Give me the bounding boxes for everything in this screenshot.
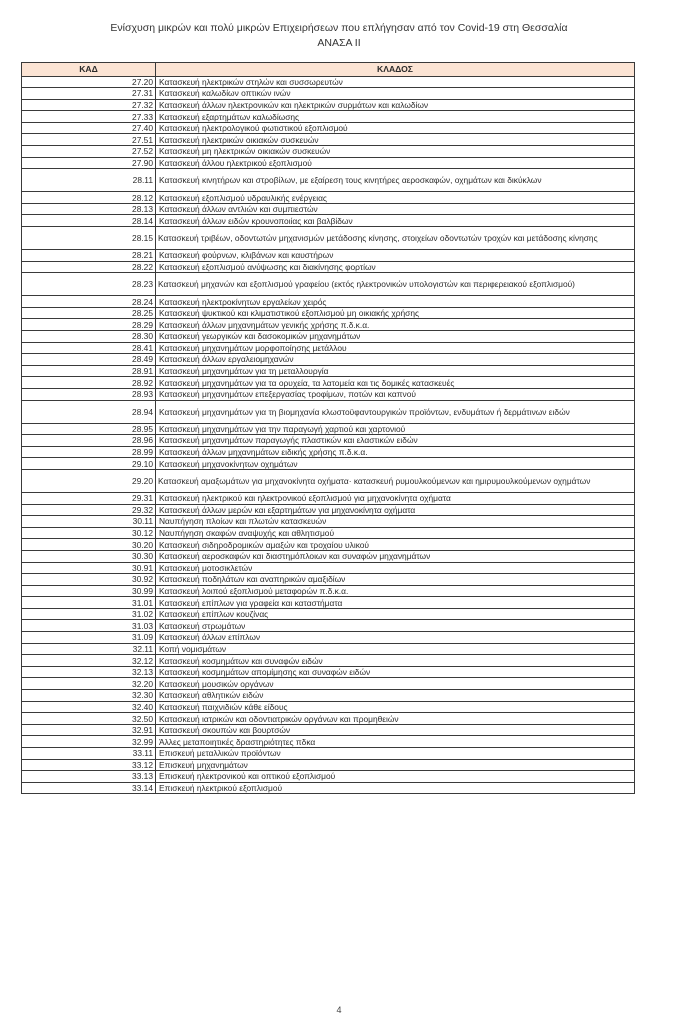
- kad-code-cell: 29.20: [22, 469, 156, 492]
- kad-code-cell: 28.30: [22, 331, 156, 343]
- kad-code-cell: 28.22: [22, 261, 156, 273]
- sector-description-cell: Κατασκευή μηχανημάτων παραγωγής πλαστικών και ελαστικών ειδών: [156, 435, 635, 447]
- document-subtitle: ΑΝΑΣΑ ΙΙ: [317, 37, 361, 49]
- table-row: [22, 76, 635, 88]
- kad-code-cell: 32.91: [22, 724, 156, 736]
- sector-description-cell: Κατασκευή επίπλων για γραφεία και καταστήματα: [156, 597, 635, 609]
- sector-description-cell: Κατασκευή ποδηλάτων και αναπηρικών αμαξιδίων: [156, 574, 635, 586]
- sector-description-cell: Άλλες μεταποιητικές δραστηριότητες πδκα: [156, 736, 635, 748]
- table-row: [22, 620, 635, 632]
- kad-code-cell: 28.23: [22, 273, 156, 296]
- table-row: [22, 527, 635, 539]
- sector-description-cell: Κατασκευή φούρνων, κλιβάνων και καυστήρων: [156, 250, 635, 262]
- kad-code-cell: 31.03: [22, 620, 156, 632]
- sector-description-cell: Κατασκευή ιατρικών και οδοντιατρικών οργάνων και προμηθειών: [156, 713, 635, 725]
- sector-description-cell: Κατασκευή μηχανημάτων για τη μεταλλουργία: [156, 365, 635, 377]
- table-row: [22, 539, 635, 551]
- sector-description-cell: Κατασκευή σιδηροδρομικών αμαξών και τροχαίου υλικού: [156, 539, 635, 551]
- kad-code-cell: 28.14: [22, 215, 156, 227]
- kad-code-cell: 27.52: [22, 146, 156, 158]
- kad-code-cell: 30.99: [22, 585, 156, 597]
- kad-code-cell: 30.20: [22, 539, 156, 551]
- table-row: [22, 782, 635, 794]
- table-row: [22, 435, 635, 447]
- sector-description-cell: Κατασκευή εξαρτημάτων καλωδίωσης: [156, 111, 635, 123]
- sector-description-cell: Κατασκευή ηλεκτρικών οικιακών συσκευών: [156, 134, 635, 146]
- table-row: [22, 724, 635, 736]
- table-row: [22, 423, 635, 435]
- table-row: [22, 632, 635, 644]
- kad-code-cell: 28.91: [22, 365, 156, 377]
- column-header-sector: ΚΛΑΔΟΣ: [156, 63, 635, 77]
- kad-code-cell: 30.91: [22, 562, 156, 574]
- kad-code-cell: 28.24: [22, 296, 156, 308]
- kad-code-cell: 32.12: [22, 655, 156, 667]
- sector-description-cell: Κατασκευή άλλων επίπλων: [156, 632, 635, 644]
- table-row: [22, 134, 635, 146]
- table-row: [22, 597, 635, 609]
- sector-description-cell: Κατασκευή άλλων μηχανημάτων γενικής χρήσης π.δ.κ.α.: [156, 319, 635, 331]
- kad-code-cell: 27.51: [22, 134, 156, 146]
- table-row: [22, 192, 635, 204]
- table-row: [22, 365, 635, 377]
- sector-description-cell: Κατασκευή μηχανημάτων μορφοποίησης μετάλλου: [156, 342, 635, 354]
- sector-description-cell: Κατασκευή άλλων ειδών κρουνοποιίας και βαλβίδων: [156, 215, 635, 227]
- kad-code-cell: 33.12: [22, 759, 156, 771]
- kad-code-cell: 27.90: [22, 157, 156, 169]
- sector-description-cell: Κατασκευή παιχνιδιών κάθε είδους: [156, 701, 635, 713]
- sector-description-cell: Κατασκευή μηχανών και εξοπλισμού γραφείου (εκτός ηλεκτρονικών υπολογιστών και περιφερειακού εξοπλισμού): [156, 273, 635, 296]
- kad-code-cell: 28.93: [22, 388, 156, 400]
- table-row: [22, 469, 635, 492]
- sector-description-cell: Κατασκευή στρωμάτων: [156, 620, 635, 632]
- table-row: [22, 643, 635, 655]
- table-body: [22, 76, 635, 794]
- kad-code-cell: 30.12: [22, 527, 156, 539]
- sector-description-cell: Κατασκευή ψυκτικού και κλιματιστικού εξοπλισμού μη οικιακής χρήσης: [156, 307, 635, 319]
- sector-description-cell: Κατασκευή ηλεκτρικού και ηλεκτρονικού εξοπλισμού για μηχανοκίνητα οχήματα: [156, 492, 635, 504]
- sector-description-cell: Κατασκευή άλλων ηλεκτρονικών και ηλεκτρικών συρμάτων και καλωδίων: [156, 99, 635, 111]
- sector-description-cell: Κατασκευή κοσμημάτων απομίμησης και συναφών ειδών: [156, 666, 635, 678]
- sector-description-cell: Επισκευή ηλεκτρονικού και οπτικού εξοπλισμού: [156, 771, 635, 783]
- document-title: Ενίσχυση μικρών και πολύ μικρών Επιχειρήσεων που επλήγησαν από τον Covid-19 στη Θεσσαλία: [110, 22, 568, 34]
- kad-code-cell: 28.29: [22, 319, 156, 331]
- table-row: [22, 388, 635, 400]
- sector-description-cell: Κατασκευή κινητήρων και στροβίλων, με εξαίρεση τους κινητήρες αεροσκαφών, οχημάτων και δικύκλων: [156, 169, 635, 192]
- kad-code-cell: 27.40: [22, 122, 156, 134]
- table-row: [22, 516, 635, 528]
- sector-description-cell: Ναυπήγηση σκαφών αναψυχής και αθλητισμού: [156, 527, 635, 539]
- kad-code-cell: 31.09: [22, 632, 156, 644]
- table-row: [22, 354, 635, 366]
- kad-code-cell: 31.01: [22, 597, 156, 609]
- sector-description-cell: Κατασκευή τριβέων, οδοντωτών μηχανισμών μετάδοσης κίνησης, στοιχείων οδοντωτών τροχών και μετάδοσης κίνησης: [156, 227, 635, 250]
- sector-description-cell: Κατασκευή αθλητικών ειδών: [156, 690, 635, 702]
- sector-description-cell: Κατασκευή άλλων μερών και εξαρτημάτων για μηχανοκίνητα οχήματα: [156, 504, 635, 516]
- table-row: [22, 748, 635, 760]
- kad-table: [21, 62, 635, 794]
- sector-description-cell: Κατασκευή αεροσκαφών και διαστημόπλοιων και συναφών μηχανημάτων: [156, 550, 635, 562]
- table-row: [22, 655, 635, 667]
- table-row: [22, 307, 635, 319]
- kad-code-cell: 32.13: [22, 666, 156, 678]
- table-row: [22, 585, 635, 597]
- kad-code-cell: 30.30: [22, 550, 156, 562]
- kad-code-cell: 28.95: [22, 423, 156, 435]
- table-row: [22, 273, 635, 296]
- sector-description-cell: Κατασκευή άλλου ηλεκτρικού εξοπλισμού: [156, 157, 635, 169]
- table-row: [22, 666, 635, 678]
- kad-code-cell: 31.02: [22, 608, 156, 620]
- sector-description-cell: Κατασκευή μηχανημάτων για την παραγωγή χαρτιού και χαρτονιού: [156, 423, 635, 435]
- table-row: [22, 608, 635, 620]
- column-header-kad: ΚΑΔ: [22, 63, 156, 77]
- sector-description-cell: Κατασκευή αμαξωμάτων για μηχανοκίνητα οχήματα· κατασκευή ρυμουλκούμενων και ημιρυμουλκούμενων οχημάτων: [156, 469, 635, 492]
- kad-code-cell: 28.92: [22, 377, 156, 389]
- table-row: [22, 690, 635, 702]
- table-row: [22, 99, 635, 111]
- sector-description-cell: Κατασκευή ηλεκτρολογικού φωτιστικού εξοπλισμού: [156, 122, 635, 134]
- kad-code-cell: 28.13: [22, 203, 156, 215]
- kad-code-cell: 28.21: [22, 250, 156, 262]
- kad-code-cell: 32.11: [22, 643, 156, 655]
- sector-description-cell: Επισκευή μεταλλικών προϊόντων: [156, 748, 635, 760]
- table-row: [22, 701, 635, 713]
- sector-description-cell: Κατασκευή ηλεκτρικών στηλών και συσσωρευτών: [156, 76, 635, 88]
- table-row: [22, 400, 635, 423]
- kad-code-cell: 29.10: [22, 458, 156, 470]
- table-row: [22, 261, 635, 273]
- table-row: [22, 111, 635, 123]
- kad-code-cell: 28.15: [22, 227, 156, 250]
- table-row: [22, 771, 635, 783]
- table-row: [22, 574, 635, 586]
- table-row: [22, 215, 635, 227]
- kad-code-cell: 28.96: [22, 435, 156, 447]
- kad-code-cell: 28.49: [22, 354, 156, 366]
- kad-code-cell: 28.25: [22, 307, 156, 319]
- table-row: [22, 713, 635, 725]
- kad-code-cell: 32.40: [22, 701, 156, 713]
- kad-code-cell: 28.99: [22, 446, 156, 458]
- page-number: 4: [336, 1005, 342, 1015]
- table-row: [22, 342, 635, 354]
- sector-description-cell: Κατασκευή εξοπλισμού ανύψωσης και διακίνησης φορτίων: [156, 261, 635, 273]
- kad-code-cell: 28.41: [22, 342, 156, 354]
- table-row: [22, 550, 635, 562]
- sector-description-cell: Κατασκευή άλλων εργαλειομηχανών: [156, 354, 635, 366]
- table-row: [22, 88, 635, 100]
- sector-description-cell: Κατασκευή μηχανημάτων επεξεργασίας τροφίμων, ποτών και καπνού: [156, 388, 635, 400]
- kad-code-cell: 30.11: [22, 516, 156, 528]
- sector-description-cell: Ναυπήγηση πλοίων και πλωτών κατασκευών: [156, 516, 635, 528]
- table-row: [22, 678, 635, 690]
- kad-code-cell: 32.99: [22, 736, 156, 748]
- kad-code-cell: 32.30: [22, 690, 156, 702]
- table-row: [22, 157, 635, 169]
- table-row: [22, 146, 635, 158]
- table-row: [22, 319, 635, 331]
- sector-description-cell: Κατασκευή μηχανοκίνητων οχημάτων: [156, 458, 635, 470]
- kad-code-cell: 33.14: [22, 782, 156, 794]
- kad-code-cell: 28.11: [22, 169, 156, 192]
- sector-description-cell: Κατασκευή μη ηλεκτρικών οικιακών συσκευών: [156, 146, 635, 158]
- sector-description-cell: Επισκευή μηχανημάτων: [156, 759, 635, 771]
- table-row: [22, 169, 635, 192]
- table-row: [22, 458, 635, 470]
- sector-description-cell: Κατασκευή καλωδίων οπτικών ινών: [156, 88, 635, 100]
- sector-description-cell: Κατασκευή μοτοσικλετών: [156, 562, 635, 574]
- kad-code-cell: 28.12: [22, 192, 156, 204]
- table-row: [22, 492, 635, 504]
- sector-description-cell: Κατασκευή μουσικών οργάνων: [156, 678, 635, 690]
- kad-code-cell: 32.20: [22, 678, 156, 690]
- sector-description-cell: Επισκευή ηλεκτρικού εξοπλισμού: [156, 782, 635, 794]
- table-row: [22, 227, 635, 250]
- kad-code-cell: 32.50: [22, 713, 156, 725]
- kad-code-cell: 30.92: [22, 574, 156, 586]
- table-row: [22, 446, 635, 458]
- table-header-row: [22, 63, 635, 77]
- sector-description-cell: Κατασκευή λοιπού εξοπλισμού μεταφορών π.δ.κ.α.: [156, 585, 635, 597]
- sector-description-cell: Κατασκευή μηχανημάτων για τα ορυχεία, τα λατομεία και τις δομικές κατασκευές: [156, 377, 635, 389]
- table-row: [22, 562, 635, 574]
- kad-code-cell: 33.13: [22, 771, 156, 783]
- kad-code-cell: 33.11: [22, 748, 156, 760]
- table-row: [22, 331, 635, 343]
- kad-code-cell: 27.32: [22, 99, 156, 111]
- sector-description-cell: Κατασκευή κοσμημάτων και συναφών ειδών: [156, 655, 635, 667]
- table-row: [22, 122, 635, 134]
- kad-code-cell: 28.94: [22, 400, 156, 423]
- sector-description-cell: Κατασκευή άλλων μηχανημάτων ειδικής χρήσης π.δ.κ.α.: [156, 446, 635, 458]
- table-row: [22, 504, 635, 516]
- sector-description-cell: Κατασκευή σκουπών και βουρτσών: [156, 724, 635, 736]
- table-row: [22, 296, 635, 308]
- kad-code-cell: 29.31: [22, 492, 156, 504]
- kad-code-cell: 27.20: [22, 76, 156, 88]
- sector-description-cell: Κοπή νομισμάτων: [156, 643, 635, 655]
- sector-description-cell: Κατασκευή άλλων αντλιών και συμπιεστών: [156, 203, 635, 215]
- sector-description-cell: Κατασκευή μηχανημάτων για τη βιομηχανία κλωστοϋφαντουργικών προϊόντων, ενδυμάτων ή δερμάτινων ειδών: [156, 400, 635, 423]
- kad-code-cell: 27.33: [22, 111, 156, 123]
- table-row: [22, 377, 635, 389]
- kad-code-cell: 27.31: [22, 88, 156, 100]
- sector-description-cell: Κατασκευή γεωργικών και δασοκομικών μηχανημάτων: [156, 331, 635, 343]
- sector-description-cell: Κατασκευή ηλεκτροκίνητων εργαλείων χειρός: [156, 296, 635, 308]
- kad-code-cell: 29.32: [22, 504, 156, 516]
- table-row: [22, 759, 635, 771]
- sector-description-cell: Κατασκευή επίπλων κουζίνας: [156, 608, 635, 620]
- table-row: [22, 203, 635, 215]
- sector-description-cell: Κατασκευή εξοπλισμού υδραυλικής ενέργειας: [156, 192, 635, 204]
- table-row: [22, 736, 635, 748]
- table-row: [22, 250, 635, 262]
